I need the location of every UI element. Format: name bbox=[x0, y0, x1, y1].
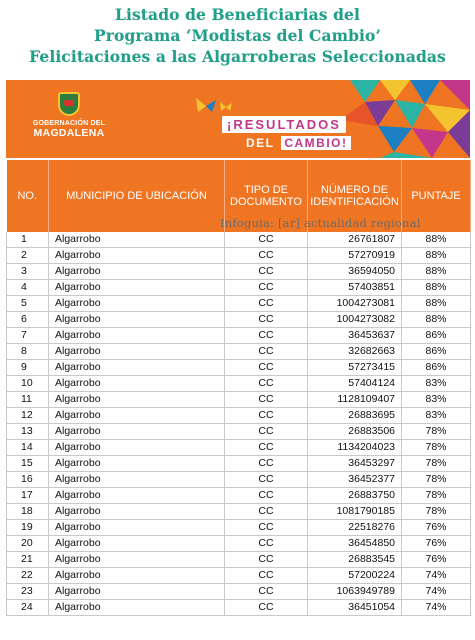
cell-municipio: Algarrobo bbox=[49, 504, 225, 520]
cell-puntaje: 76% bbox=[402, 520, 471, 536]
cell-no: 2 bbox=[7, 248, 49, 264]
table-row bbox=[7, 440, 471, 456]
slogan-line-2 bbox=[246, 136, 351, 150]
cell-tipo: CC bbox=[225, 408, 308, 424]
cell-numero: 26883750 bbox=[308, 488, 402, 504]
table-row bbox=[7, 536, 471, 552]
table-row bbox=[7, 520, 471, 536]
cell-tipo: CC bbox=[225, 376, 308, 392]
cell-municipio: Algarrobo bbox=[49, 296, 225, 312]
cell-municipio: Algarrobo bbox=[49, 312, 225, 328]
header-no: NO. bbox=[7, 160, 49, 232]
slogan-highlight: CAMBIO! bbox=[281, 136, 350, 150]
cell-tipo: CC bbox=[225, 584, 308, 600]
header-numero: NÚMERO DE IDENTIFICACIÓN bbox=[308, 160, 402, 232]
cell-numero: 1081790185 bbox=[308, 504, 402, 520]
cell-puntaje: 83% bbox=[402, 408, 471, 424]
table-row bbox=[7, 472, 471, 488]
cell-puntaje: 78% bbox=[402, 424, 471, 440]
table-row bbox=[7, 408, 471, 424]
cell-puntaje: 86% bbox=[402, 328, 471, 344]
cell-numero: 1004273082 bbox=[308, 312, 402, 328]
table-row bbox=[7, 232, 471, 248]
cell-numero: 32682663 bbox=[308, 344, 402, 360]
cell-numero: 36594050 bbox=[308, 264, 402, 280]
table-row bbox=[7, 600, 471, 616]
table-row bbox=[7, 360, 471, 376]
cell-municipio: Algarrobo bbox=[49, 568, 225, 584]
cell-no: 1 bbox=[7, 232, 49, 248]
cell-tipo: CC bbox=[225, 328, 308, 344]
cell-tipo: CC bbox=[225, 536, 308, 552]
butterfly-icon bbox=[196, 98, 216, 114]
cell-tipo: CC bbox=[225, 488, 308, 504]
cell-municipio: Algarrobo bbox=[49, 408, 225, 424]
table-row bbox=[7, 584, 471, 600]
cell-tipo: CC bbox=[225, 296, 308, 312]
logo-text-bottom: MAGDALENA bbox=[33, 127, 105, 139]
coat-of-arms-icon bbox=[58, 92, 80, 116]
cell-numero: 1004273081 bbox=[308, 296, 402, 312]
slogan bbox=[194, 98, 364, 152]
cell-tipo: CC bbox=[225, 344, 308, 360]
cell-puntaje: 88% bbox=[402, 280, 471, 296]
table-row bbox=[7, 504, 471, 520]
cell-tipo: CC bbox=[225, 424, 308, 440]
cell-municipio: Algarrobo bbox=[49, 472, 225, 488]
cell-tipo: CC bbox=[225, 264, 308, 280]
table-row bbox=[7, 296, 471, 312]
header-banner bbox=[6, 80, 470, 158]
cell-puntaje: 78% bbox=[402, 440, 471, 456]
cell-no: 8 bbox=[7, 344, 49, 360]
cell-numero: 22518276 bbox=[308, 520, 402, 536]
cell-municipio: Algarrobo bbox=[49, 424, 225, 440]
cell-municipio: Algarrobo bbox=[49, 264, 225, 280]
cell-puntaje: 74% bbox=[402, 568, 471, 584]
cell-tipo: CC bbox=[225, 456, 308, 472]
logo-text-top: GOBERNACIÓN DEL bbox=[32, 120, 106, 127]
cell-municipio: Algarrobo bbox=[49, 344, 225, 360]
header-tipo: TIPO DE DOCUMENTO bbox=[225, 160, 308, 232]
cell-tipo: CC bbox=[225, 520, 308, 536]
cell-no: 24 bbox=[7, 600, 49, 616]
header-puntaje: PUNTAJE bbox=[402, 160, 471, 232]
cell-puntaje: 76% bbox=[402, 536, 471, 552]
cell-no: 10 bbox=[7, 376, 49, 392]
cell-no: 22 bbox=[7, 568, 49, 584]
slogan-prefix: DEL bbox=[246, 136, 275, 150]
cell-numero: 57404124 bbox=[308, 376, 402, 392]
cell-puntaje: 88% bbox=[402, 296, 471, 312]
cell-tipo: CC bbox=[225, 312, 308, 328]
cell-puntaje: 86% bbox=[402, 360, 471, 376]
cell-no: 14 bbox=[7, 440, 49, 456]
cell-tipo: CC bbox=[225, 504, 308, 520]
cell-municipio: Algarrobo bbox=[49, 280, 225, 296]
cell-municipio: Algarrobo bbox=[49, 392, 225, 408]
cell-tipo: CC bbox=[225, 392, 308, 408]
table-row bbox=[7, 264, 471, 280]
cell-numero: 57270919 bbox=[308, 248, 402, 264]
table-row bbox=[7, 392, 471, 408]
cell-puntaje: 78% bbox=[402, 488, 471, 504]
cell-municipio: Algarrobo bbox=[49, 232, 225, 248]
slogan-line-1: ¡RESULTADOS bbox=[222, 116, 346, 133]
cell-no: 18 bbox=[7, 504, 49, 520]
cell-puntaje: 88% bbox=[402, 264, 471, 280]
table-row bbox=[7, 376, 471, 392]
cell-no: 21 bbox=[7, 552, 49, 568]
cell-no: 12 bbox=[7, 408, 49, 424]
table-row bbox=[7, 328, 471, 344]
cell-municipio: Algarrobo bbox=[49, 520, 225, 536]
cell-tipo: CC bbox=[225, 552, 308, 568]
cell-tipo: CC bbox=[225, 440, 308, 456]
butterfly-small-icon bbox=[220, 102, 232, 112]
cell-municipio: Algarrobo bbox=[49, 376, 225, 392]
cell-no: 6 bbox=[7, 312, 49, 328]
cell-numero: 26761807 bbox=[308, 232, 402, 248]
cell-numero: 1128109407 bbox=[308, 392, 402, 408]
cell-tipo: CC bbox=[225, 600, 308, 616]
cell-numero: 26883506 bbox=[308, 424, 402, 440]
header-municipio: MUNICIPIO DE UBICACIÓN bbox=[49, 160, 225, 232]
table-row bbox=[7, 568, 471, 584]
page-title bbox=[0, 4, 475, 67]
cell-no: 13 bbox=[7, 424, 49, 440]
cell-municipio: Algarrobo bbox=[49, 552, 225, 568]
cell-puntaje: 74% bbox=[402, 600, 471, 616]
cell-numero: 26883695 bbox=[308, 408, 402, 424]
cell-municipio: Algarrobo bbox=[49, 488, 225, 504]
cell-no: 5 bbox=[7, 296, 49, 312]
title-line-3: Felicitaciones a las Algarroberas Seleccionadas bbox=[29, 47, 446, 66]
cell-no: 7 bbox=[7, 328, 49, 344]
table-row bbox=[7, 280, 471, 296]
cell-puntaje: 86% bbox=[402, 344, 471, 360]
cell-tipo: CC bbox=[225, 280, 308, 296]
cell-numero: 36454850 bbox=[308, 536, 402, 552]
cell-tipo: CC bbox=[225, 232, 308, 248]
cell-numero: 1063949789 bbox=[308, 584, 402, 600]
cell-municipio: Algarrobo bbox=[49, 584, 225, 600]
table-row bbox=[7, 456, 471, 472]
title-line-1: Listado de Beneficiarias del bbox=[114, 5, 360, 24]
cell-no: 4 bbox=[7, 280, 49, 296]
cell-numero: 36451054 bbox=[308, 600, 402, 616]
watermark-text: Infoguia: [ar] actualidad regional bbox=[220, 216, 421, 230]
cell-numero: 26883545 bbox=[308, 552, 402, 568]
cell-numero: 36453637 bbox=[308, 328, 402, 344]
gobernacion-logo bbox=[26, 90, 112, 152]
cell-no: 11 bbox=[7, 392, 49, 408]
table-body bbox=[7, 232, 471, 616]
cell-puntaje: 74% bbox=[402, 584, 471, 600]
cell-municipio: Algarrobo bbox=[49, 440, 225, 456]
cell-puntaje: 88% bbox=[402, 248, 471, 264]
cell-municipio: Algarrobo bbox=[49, 536, 225, 552]
cell-puntaje: 83% bbox=[402, 392, 471, 408]
cell-municipio: Algarrobo bbox=[49, 360, 225, 376]
cell-no: 23 bbox=[7, 584, 49, 600]
cell-municipio: Algarrobo bbox=[49, 600, 225, 616]
cell-puntaje: 78% bbox=[402, 456, 471, 472]
cell-tipo: CC bbox=[225, 568, 308, 584]
cell-puntaje: 76% bbox=[402, 552, 471, 568]
cell-puntaje: 88% bbox=[402, 232, 471, 248]
table-row bbox=[7, 488, 471, 504]
cell-numero: 57403851 bbox=[308, 280, 402, 296]
table-row bbox=[7, 552, 471, 568]
table-row bbox=[7, 312, 471, 328]
cell-no: 15 bbox=[7, 456, 49, 472]
cell-puntaje: 88% bbox=[402, 312, 471, 328]
cell-tipo: CC bbox=[225, 360, 308, 376]
cell-tipo: CC bbox=[225, 248, 308, 264]
cell-puntaje: 78% bbox=[402, 504, 471, 520]
cell-numero: 1134204023 bbox=[308, 440, 402, 456]
cell-no: 19 bbox=[7, 520, 49, 536]
cell-municipio: Algarrobo bbox=[49, 248, 225, 264]
cell-municipio: Algarrobo bbox=[49, 456, 225, 472]
table-row bbox=[7, 424, 471, 440]
title-line-2: Programa ‘Modistas del Cambio’ bbox=[94, 26, 381, 45]
cell-no: 9 bbox=[7, 360, 49, 376]
cell-puntaje: 83% bbox=[402, 376, 471, 392]
cell-no: 20 bbox=[7, 536, 49, 552]
cell-numero: 57273415 bbox=[308, 360, 402, 376]
cell-numero: 36452377 bbox=[308, 472, 402, 488]
cell-tipo: CC bbox=[225, 472, 308, 488]
cell-puntaje: 78% bbox=[402, 472, 471, 488]
table-row bbox=[7, 344, 471, 360]
table-row bbox=[7, 248, 471, 264]
cell-numero: 36453297 bbox=[308, 456, 402, 472]
cell-numero: 57200224 bbox=[308, 568, 402, 584]
cell-no: 16 bbox=[7, 472, 49, 488]
cell-municipio: Algarrobo bbox=[49, 328, 225, 344]
cell-no: 17 bbox=[7, 488, 49, 504]
cell-no: 3 bbox=[7, 264, 49, 280]
